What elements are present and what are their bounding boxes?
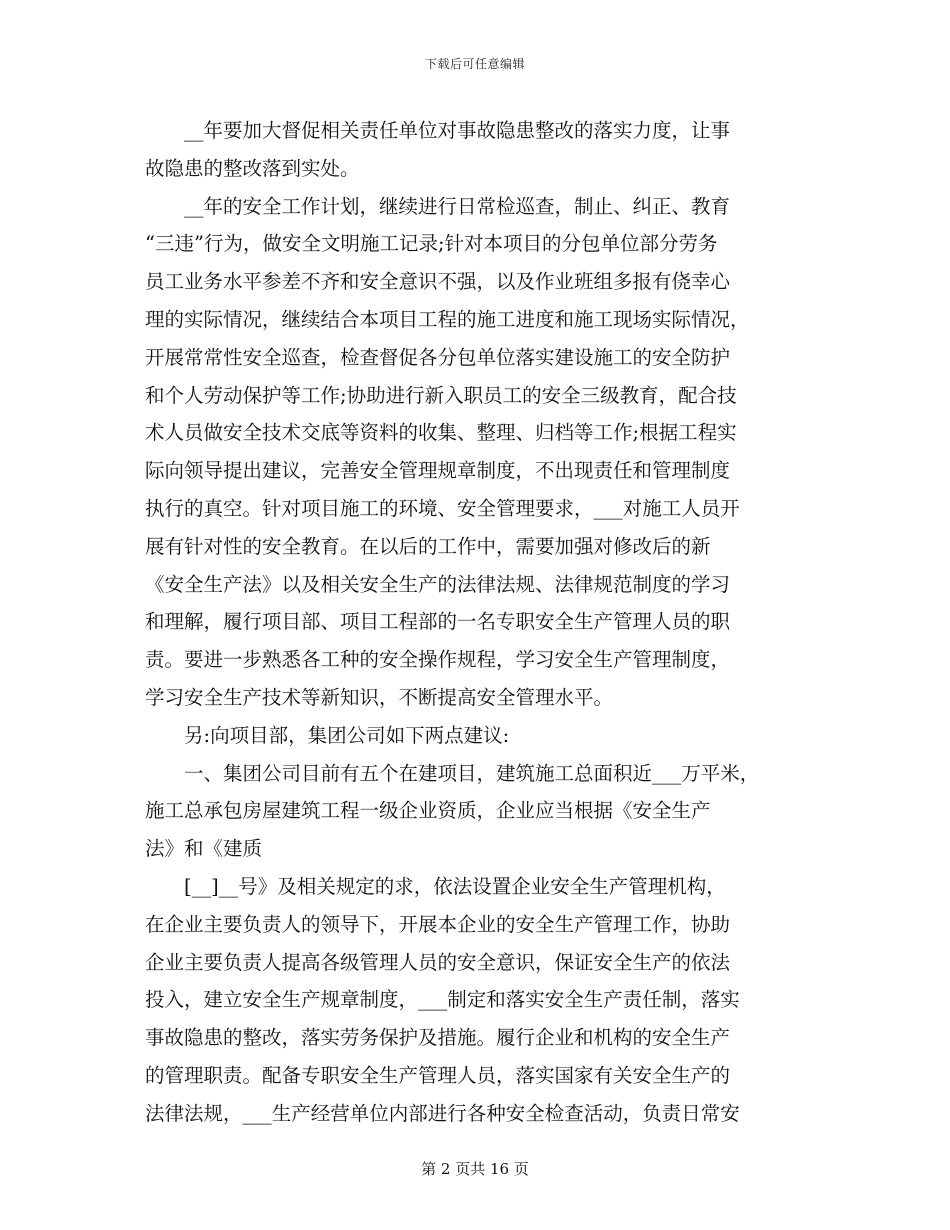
text-line: [__]__号》及相关规定的求，依法设置企业安全生产管理机构， xyxy=(184,874,726,898)
text-line: 施工总承包房屋建筑工程一级企业资质，企业应当根据《安全生产 xyxy=(145,799,711,823)
text-line: 在企业主要负责人的领导下，开展本企业的安全生产管理工作，协助 xyxy=(145,912,731,936)
text-line: 开展常常性安全巡查，检查督促各分包单位落实建设施工的安全防护 xyxy=(145,345,731,369)
text-line: 员工业务水平参差不齐和安全意识不强，以及作业班组多报有侥幸心 xyxy=(145,270,731,294)
text-line: 《安全生产法》以及相关安全生产的法律法规、法律规范制度的学习 xyxy=(145,572,731,596)
text-line: 执行的真空。针对项目施工的环境、安全管理要求，___对施工人员开 xyxy=(145,496,740,520)
text-line: 理的实际情况，继续结合本项目工程的施工进度和施工现场实际情况， xyxy=(145,307,750,331)
text-line: __年要加大督促相关责任单位对事故隐患整改的落实力度，让事 xyxy=(184,119,731,142)
text-line: 的管理职责。配备专职安全生产管理人员，落实国家有关安全生产的 xyxy=(145,1063,731,1087)
text-line: 展有针对性的安全教育。在以后的工作中，需要加强对修改后的新 xyxy=(145,534,711,558)
text-line: 学习安全生产技术等新知识，不断提高安全管理水平。 xyxy=(145,685,614,709)
text-line: 法》和《建质 xyxy=(145,837,263,861)
text-line: 法律法规，___生产经营单位内部进行各种安全检查活动，负责日常安 xyxy=(145,1101,740,1125)
text-line: 投入，建立安全生产规章制度，___制定和落实安全生产责任制，落实 xyxy=(145,988,740,1012)
text-line: 术人员做安全技术交底等资料的收集、整理、归档等工作;根据工程实 xyxy=(145,421,737,445)
text-line: 一、集团公司目前有五个在建项目，建筑施工总面积近___万平米， xyxy=(184,761,760,785)
text-line: 和理解，履行项目部、项目工程部的一名专职安全生产管理人员的职 xyxy=(145,610,731,634)
document-body xyxy=(145,112,825,1133)
page-header: 下载后可任意编辑 xyxy=(424,57,525,71)
text-line: 事故隐患的整改，落实劳务保护及措施。履行企业和机构的安全生产 xyxy=(145,1026,731,1050)
text-line: __年的安全工作计划，继续进行日常检巡查，制止、纠正、教育 xyxy=(184,194,731,218)
text-line: 故隐患的整改落到实处。 xyxy=(145,156,360,180)
text-line: 另:向项目部，集团公司如下两点建议: xyxy=(184,723,510,747)
text-line: “三违”行为，做安全文明施工记录;针对本项目的分包单位部分劳务 xyxy=(145,232,718,256)
page-footer: 第 2 页共 16 页 xyxy=(421,1160,529,1178)
text-line: 责。要进一步熟悉各工种的安全操作规程，学习安全生产管理制度， xyxy=(145,648,731,672)
text-line: 和个人劳动保护等工作;协助进行新入职员工的安全三级教育，配合技 xyxy=(145,383,737,407)
text-line: 企业主要负责人提高各级管理人员的安全意识，保证安全生产的依法 xyxy=(145,950,731,974)
text-line: 际向领导提出建议，完善安全管理规章制度，不出现责任和管理制度 xyxy=(145,459,731,483)
